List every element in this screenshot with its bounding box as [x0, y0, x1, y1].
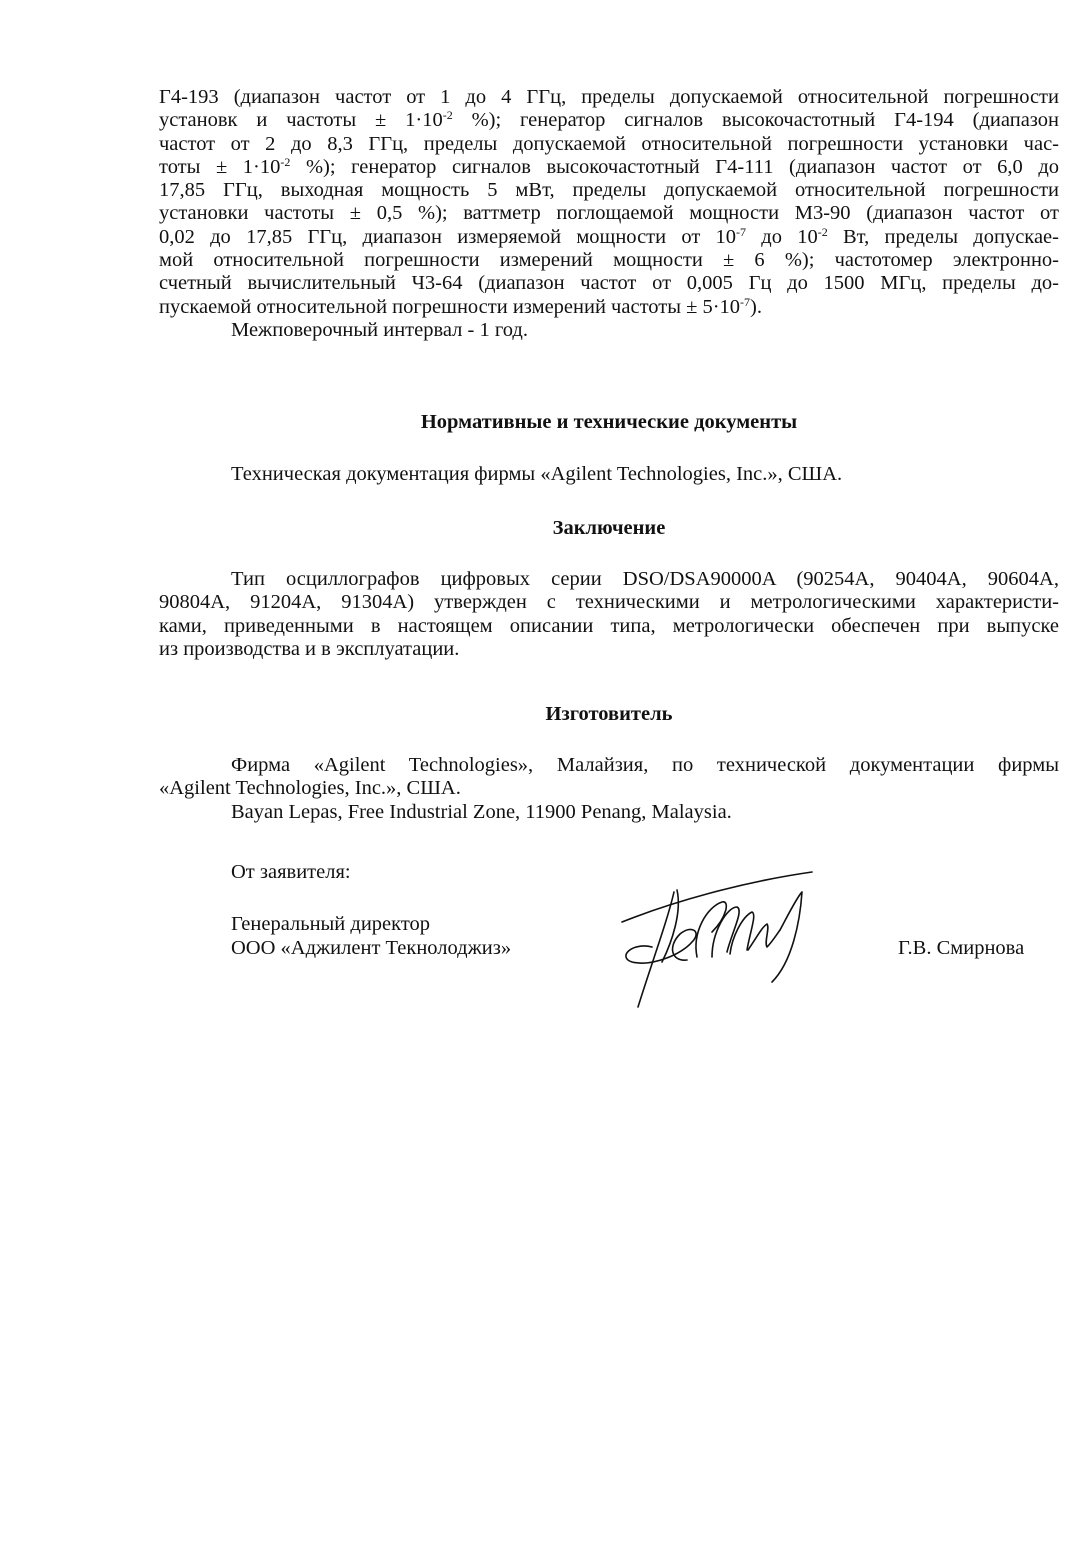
text-line: установк и частоты ± $1\cdot 10^{-2}$ %); генератор сигналов высокочастотный Г4-194 (диапазон: [159, 108, 1059, 132]
intro-paragraph: [159, 86, 1059, 342]
text-line: счетный вычислительный Ч3-64 (диапазон частот от 0,005 Гц до 1500 МГц, пределы до-: [159, 272, 1059, 295]
text-line: Тип осциллографов цифровых серии DSO/DSA90000A (90254A, 90404A, 90604A,: [231, 568, 1059, 590]
text-line: частот от 2 до 8,3 ГГц, пределы допускаемой относительной погрешности установки час-: [159, 132, 1059, 155]
manufacturer-paragraph: [159, 754, 1059, 824]
text-line: пускаемой относительной погрешности измерений частоты ± $5\cdot 10^{-7}$).: [159, 294, 762, 318]
text-line: мой относительной погрешности измерений мощности ± 6 %); частотомер электронно-: [159, 249, 1059, 272]
normative-text: Техническая документация фирмы «Agilent Technologies, Inc.», США.: [231, 463, 843, 485]
signer-name: Г.В. Смирнова: [898, 937, 1025, 959]
text-line: 17,85 ГГц, выходная мощность 5 мВт, пределы допускаемой относительной погрешности: [159, 179, 1059, 202]
text-line: Фирма «Agilent Technologies», Малайзия, по технической документации фирмы: [231, 754, 1059, 776]
text-line: 90804A, 91204A, 91304A) утвержден с техническими и метрологическими характеристи-: [159, 591, 1059, 614]
address-line: Bayan Lepas, Free Industrial Zone, 11900 Penang, Malaysia.: [231, 800, 732, 823]
text-line: ками, приведенными в настоящем описании типа, метрологически обеспечен при выпуске: [159, 614, 1059, 637]
text-line: Г4-193 (диапазон частот от 1 до 4 ГГц, пределы допускаемой относительной погрешности: [159, 86, 1059, 108]
conclusion-paragraph: [159, 568, 1059, 661]
text-line: из производства и в эксплуатации.: [159, 637, 460, 660]
text-line: тоты ± $1\cdot 10^{-2}$ %); генератор сигналов высокочастотный Г4-111 (диапазон частот от 6,0 до: [159, 154, 1060, 178]
signer-position: Генеральный директор: [231, 913, 431, 935]
from-applicant-label: От заявителя:: [231, 861, 351, 883]
section-heading-manufacturer: Изготовитель: [545, 703, 673, 725]
text-line: «Agilent Technologies, Inc.», США.: [159, 777, 461, 800]
interval-line: Межповерочный интервал - 1 год.: [231, 318, 528, 341]
text-line: установки частоты ± 0,5 %); ваттметр поглощаемой мощности М3-90 (диапазон частот от: [159, 202, 1059, 225]
signer-company: ООО «Аджилент Текнолоджиз»: [231, 937, 512, 959]
text-line: 0,02 до 17,85 ГГц, диапазон измеряемой мощности от $10^{-7}$ до $10^{-2}$ Вт, пределы допускае-: [159, 224, 1059, 248]
section-heading-conclusion: Заключение: [552, 517, 666, 539]
handwritten-signature-icon: [612, 862, 822, 1012]
section-heading-normative: Нормативные и технические документы: [420, 411, 798, 433]
